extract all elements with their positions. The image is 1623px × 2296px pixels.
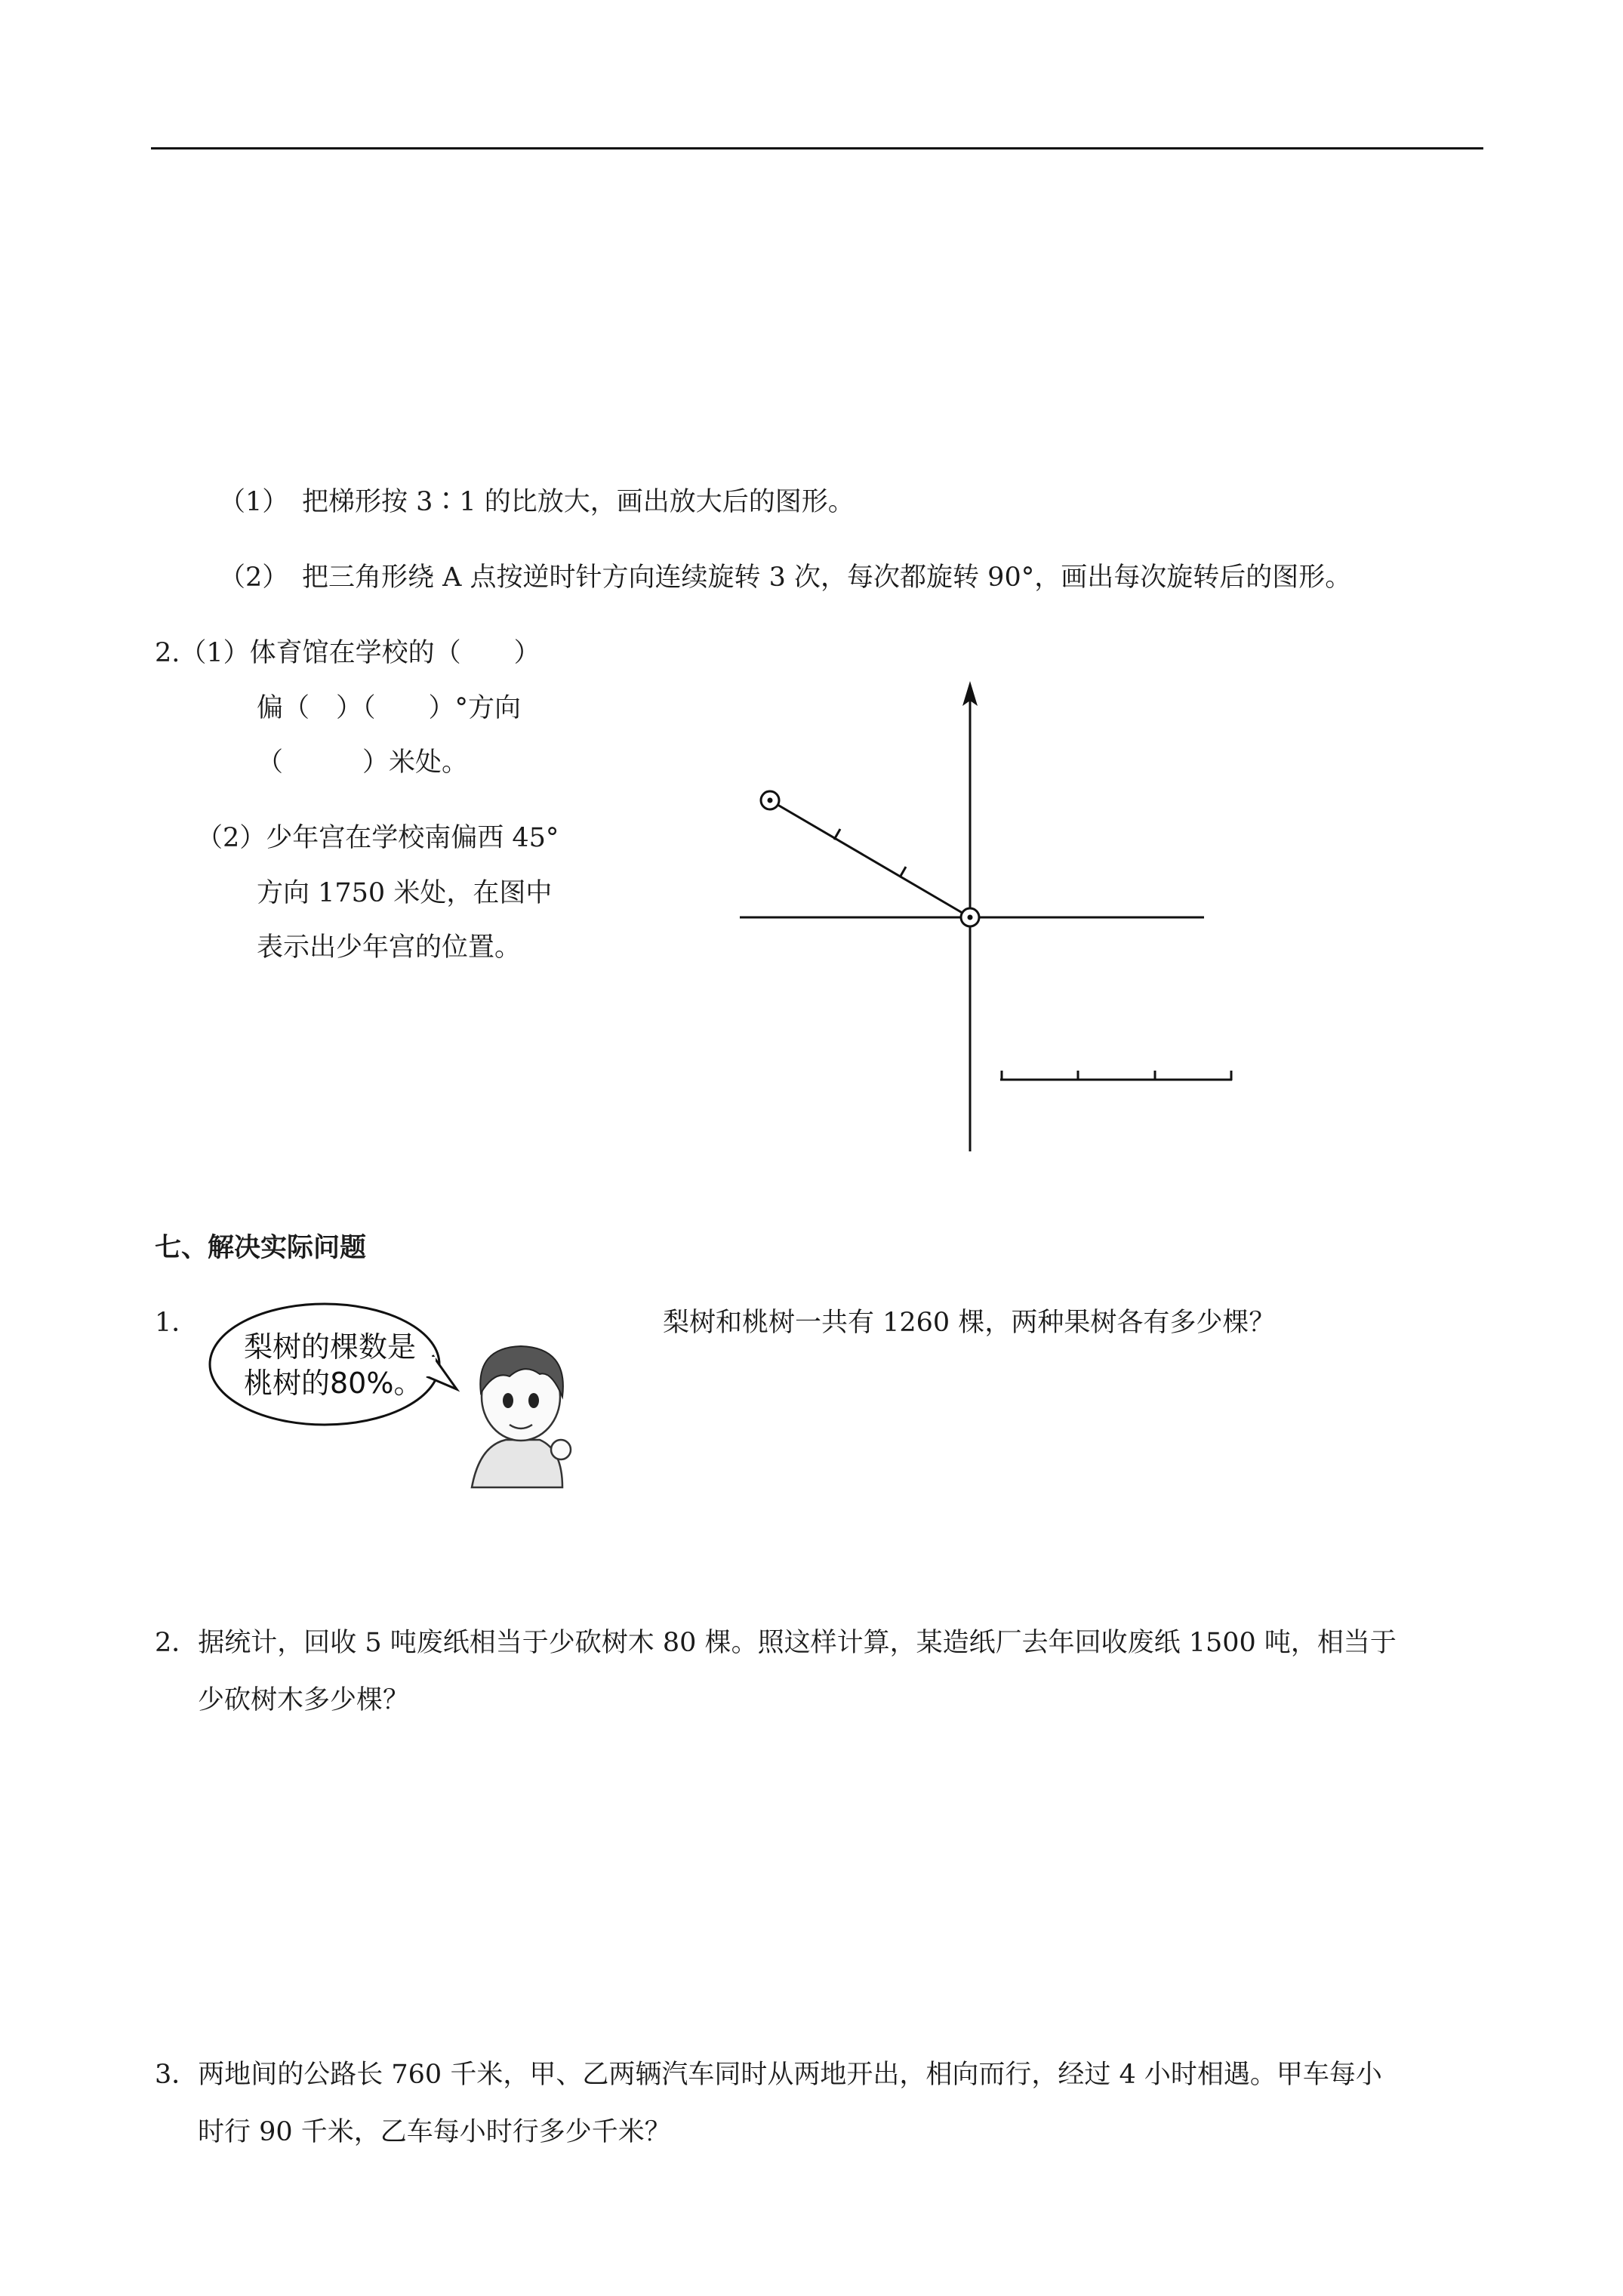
q2-line2: 偏（ ）（ ）°方向 xyxy=(257,693,522,723)
q2-part2-line1: （2）少年宫在学校南偏西 45° xyxy=(196,823,559,853)
boy-icon xyxy=(472,1346,571,1487)
q2-problem-line2: 少砍树木多少棵？ xyxy=(198,1685,410,1715)
gym-direction-line xyxy=(770,800,970,917)
header-rule xyxy=(151,147,1483,149)
section7-heading: 七、解决实际问题 xyxy=(155,1233,367,1263)
bubble-line2: 桃树的80%。 xyxy=(244,1367,423,1400)
bubble-line1: 梨树的棵数是 xyxy=(244,1330,417,1364)
sub1-text: 把梯形按 3∶1 的比放大，画出放大后的图形。 xyxy=(302,487,855,517)
tick-mark xyxy=(834,829,840,840)
tick-mark xyxy=(900,867,906,877)
sub2-label: （2） xyxy=(219,562,289,593)
q2-line3: （ ）米处。 xyxy=(257,747,469,778)
direction-diagram xyxy=(725,672,1253,1155)
q2-part2-line2: 方向 1750 米处，在图中 xyxy=(257,878,553,908)
q3-problem-line2: 时行 90 千米，乙车每小时行多少千米？ xyxy=(198,2117,671,2147)
q1-text: 梨树和桃树一共有 1260 棵，两种果树各有多少棵？ xyxy=(663,1308,1276,1338)
boy-speech-illustration xyxy=(208,1295,585,1491)
sub1-label: （1） xyxy=(219,487,289,517)
q2-line1: 2.（1）体育馆在学校的（ ） xyxy=(155,638,540,668)
sub2-text: 把三角形绕 A 点按逆时针方向连续旋转 3 次，每次都旋转 90°，画出每次旋转后的图形。 xyxy=(302,562,1352,593)
q3-problem-line1: 3．两地间的公路长 760 千米，甲、乙两辆汽车同时从两地开出，相向而行，经过 4 小时相遇。甲车每小 xyxy=(155,2060,1382,2090)
q2-part2-line3: 表示出少年宫的位置。 xyxy=(257,932,522,963)
q1-number: 1． xyxy=(155,1308,199,1338)
q2-problem-line1: 2．据统计，回收 5 吨废纸相当于少砍树木 80 棵。照这样计算，某造纸厂去年回收废纸 1500 吨，相当于 xyxy=(155,1628,1397,1658)
speech-bubble xyxy=(210,1304,439,1425)
